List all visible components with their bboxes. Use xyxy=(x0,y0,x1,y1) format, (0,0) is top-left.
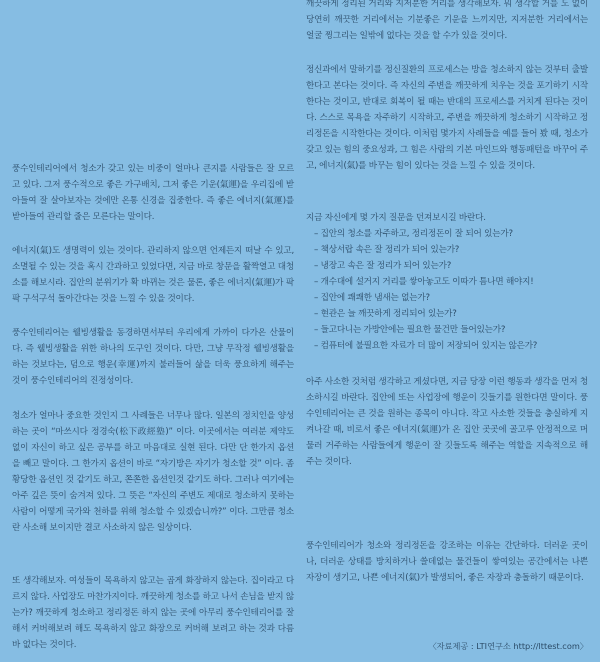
source-credit: 〈자료제공 : LTI연구소 http://lttest.com〉 xyxy=(428,641,588,651)
checklist-item: – 책상서랍 속은 잘 정리가 되어 있는가? xyxy=(314,245,460,255)
question-checklist xyxy=(306,226,588,354)
checklist-item: – 현관은 늘 깨끗하게 정리되어 있는가? xyxy=(314,309,457,319)
checklist-item: – 개수대에 설거지 거리를 쌓아놓고도 이따가 틈나면 해야지! xyxy=(314,277,534,287)
paragraph: 풍수인테리어가 청소와 정리정돈을 강조하는 이유는 간단하다. 더러운 곳이나, 더러운 상태를 방치하거나 쓸데없는 물건들이 쌓여있는 공간에서는 나쁜 자장이 생기고, 나쁜 에너지(氣)가 발생되어, 좋은 자장과 충돌하기 때문이다. xyxy=(306,541,588,583)
paragraph: 정신과에서 말하기를 정신질환의 프로세스는 방을 청소하지 않는 것부터 출발한다고 본다는 것이다. 즉 자신의 주변을 깨끗하게 치우는 것을 포기하기 시작한다는 것이고, 반대로 회복이 될 때는 반대의 프로세스를 거치게 된다는 것이다. 스스로 목욕을 자주하기 시작하고, 주변을 깨끗하게 청소하기 시작하고 정리정돈을 시작한다는 것이다. 이처럼 몇가지 사례들을 예를 들어 봤 때, 청소가 갖고 있는 힘의 중요성과, 그 힘은 사람의 기본 마인드와 행동패턴을 바꾸어 주고, 에너지(氣)를 바꾸는 힘이 있다는 것을 느낄 수 있을 것이다. xyxy=(306,65,588,171)
checklist-item: – 집안에 쾌쾌한 냄새는 없는가? xyxy=(314,293,430,303)
checklist-item: – 컴퓨터에 불필요한 자료가 더 많이 저장되어 있지는 않은가? xyxy=(314,341,538,351)
paragraph: 깨끗하게 정리된 거리와 지저분한 거리를 생각해보자. 뭐 생각할 거를 도 없이 당연히 깨끗한 거리에서는 기분좋은 기운을 느끼지만, 지저분한 거리에서는 얼굴 찡그리는 일밖에 없다는 것을 할 수가 있을 것이다. xyxy=(306,0,588,41)
checklist-item: – 집안의 청소를 자주하고, 정리정돈이 잘 되어 있는가? xyxy=(314,229,513,239)
checklist-item: – 들고다니는 가방안에는 필요한 물건만 들어있는가? xyxy=(314,325,506,335)
paragraph: 에너지(氣)도 생명력이 있는 것이다. 관리하지 않으면 언제든지 떠날 수 있고, 소멸될 수 있는 것을 혹시 간과하고 있었다면, 지금 바로 창문을 활짝열고 대청소를 해보시라. 집안의 분위기가 확 바뀌는 것은 물론, 좋은 에너지(氣運)가 팍팍 구석구석 돌아간다는 것을 느낄 수 있을 것이다. xyxy=(12,246,294,304)
paragraph: 풍수인테리어에서 청소가 갖고 있는 비중이 얼마나 큰지를 사람들은 잘 모르고 있다. 그저 풍수적으로 좋은 가구배치, 그저 좋은 기운(氣運)을 우리집에 받아들여 잘 살아보자는 것에만 온통 신경을 집중한다. 즉 좋은 에너지(氣運)를 받아들여 관리할 줄은 모른다는 말이다. xyxy=(12,164,294,222)
paragraph: 또 생각해보자. 여성들이 목욕하지 않고는 곱게 화장하지 않는다. 집이라고 다르지 않다. 사업장도 마찬가지이다. 깨끗하게 청소를 하고 나서 손님을 받지 않는가? 깨끗하게 청소하고 정리정돈 하지 않는 곳에 아무리 풍수인테리어를 잘해서 커버해보려 해도 목욕하지 않고 화장으로 커버해 보려고 하는 것과 다름바 없다는 것이다. xyxy=(12,576,294,650)
paragraph: 풍수인테리어는 웰빙생활을 동경하면서부터 우리에게 가까이 다가온 산물이다. 즉 웰빙생활을 위한 하나의 도구인 것이다. 다만, 그냥 무작정 웰빙생활을 하는 것보다는, 덤으로 행운(幸運)까지 불러들어 삶을 더욱 풍요하게 해주는 것이 풍수인테리어의 진정성이다. xyxy=(12,328,294,386)
paragraph: 지금 자신에게 몇 가지 질문을 던져보시길 바란다. xyxy=(306,213,486,223)
paragraph: 아주 사소한 것처럼 생각하고 게셨다면, 지금 당장 이런 행동과 생각을 먼저 청소하시길 바란다. 집안에 또는 사업장에 행운이 깃들기를 원한다면 말이다. 풍수인테리어는 큰 것을 원하는 종목이 아니다. 작고 사소한 것들을 충실하게 지켜나갈 때, 비로서 좋은 에너지(氣運)가 온 집안 곳곳에 골고루 안정적으로 머물러 거주하는 사람들에게 행운이 잘 깃들도록 해주는 역할을 지속적으로 해주는 것이다. xyxy=(306,377,588,467)
paragraph: 청소가 얼마나 중요한 것인지 그 사례들은 너무나 많다. 일본의 정치인을 양성하는 곳이 “마쓰시다 정경숙(松下政經塾)” 이다. 이곳에서는 여러분 제약도 없이 자신이 하고 싶은 공부를 하고 마음대로 실현 된다. 다만 단 한가지 옵션을 빼고 말이다. 그 한가지 옵션이 바로 “자기방은 자기가 청소할 것” 이다. 좀 황당한 옵션인 것 같기도 하고, 쫀쫀한 옵션인것 같기도 하다. 그러나 여기에는 아주 깊은 뜻이 숨겨져 있다. 그 뜻은 “자신의 주변도 제대로 청소하지 못하는 사람이 어떻게 국가와 천하를 위해 청소할 수 있겠습니까?” 이다. 그만큼 청소란 사소해 보이지만 결코 사소하지 않은 일상이다. xyxy=(12,411,294,533)
checklist-item: – 냉장고 속은 잘 정리가 되어 있는가? xyxy=(314,261,452,271)
